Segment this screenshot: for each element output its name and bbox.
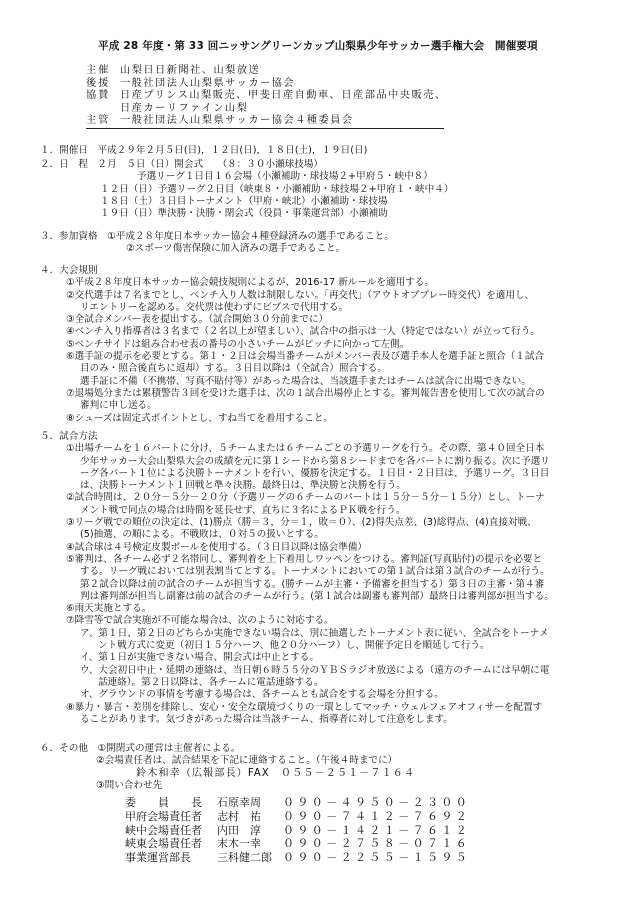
contact-name: 志村 祐: [217, 809, 261, 823]
section-line: ２．日 程 ２月 ５日（日）開会式 （８：３０小瀬球技場）: [40, 159, 324, 170]
section-line: メント戦で同点の場合は時間を延長せず、直ちに３名によるＰＫ戦を行う。: [80, 504, 406, 516]
section-line: ⑧暴力・暴言・差別を排除し、安心・安全な環境づくりの一環としてマッチ・ウェルフェアオフィサーを配置す: [66, 701, 543, 713]
section-dates: [40, 145, 367, 157]
organizer-value: 日産プリンス山梨販売、甲斐日産自動車、日産部品中央販売、: [120, 90, 447, 101]
section-line: 目のみ・照合後直ちに返却）する。３日目以降は（全試合）照合する。: [80, 363, 387, 375]
contact-row: [125, 796, 470, 810]
section-line: １８日（土）３日目トーナメント（甲府・峡北）小瀬補助・球技場: [100, 195, 388, 207]
organizer-key: 主催: [86, 65, 111, 76]
section-line: ント戦方式に変更（初日１５分ハーフ、他２０分ハーフ）し、開催予定日を順延して行う。: [98, 640, 490, 652]
contact-name: 石原幸周: [217, 796, 261, 809]
contact-name: 三科健二郎: [217, 851, 272, 865]
section-line: 予選リーグ１日目１６会場（小瀬補助・球技場２+甲府５・峡中８）: [137, 171, 433, 183]
organizer-value: 山梨日日新聞社、山梨放送: [120, 65, 261, 76]
section-line: ⑥雨天実施とする。: [66, 603, 152, 615]
section-line: ②交代選手は７名までとし、ベンチ入り人数は制限しない。「再交代」（アウトオブプレー時交代）を適用し、: [66, 289, 535, 301]
section-line: １．開催日 平成２９年２月５日(日)，１２日(日)，１８日(土)，１９日(日): [40, 145, 368, 156]
section-line: ４．大会規則: [40, 265, 98, 276]
section-eligibility: [40, 231, 394, 256]
section-line: ⑦退場処分または累積警告３回を受けた選手は、次の１試合出場停止とする。審判報告書を使用して次の試合の: [66, 387, 545, 399]
contact-name: 内田 淳: [217, 823, 261, 837]
section-line: ⑦降雪等で試合実施が不可能な場合は、次のように対応する。: [66, 615, 334, 627]
contact-list: [125, 796, 470, 865]
contact-row: [125, 824, 470, 838]
organizer-row: [86, 78, 546, 91]
contact-row: [125, 810, 470, 824]
section-line: ３．参加資格 ①平成２８年度日本サッカー協会４種登録済みの選手であること。: [40, 231, 394, 242]
section-line: ウ、大会初日中止・延期の連絡は、当日朝６時５５分のＹＢＳラジオ放送による（遠方のチームには早朝に電: [80, 664, 550, 676]
page-title: 平成 28 年度・第 33 回ニッサングリーンカップ山梨県少年サッカー選手権大会 開催要項: [98, 40, 538, 52]
section-line: ③全試合メンバー表を提出する。（試合開始３０分前までに）: [66, 314, 329, 326]
section-line: ⑤審判は、各チーム必ず２名帯同し、審判着を上下着用しワッペンをつける。審判証(写真貼付)の提示を必要と: [66, 553, 543, 565]
contact-row: [125, 837, 470, 851]
organizer-key: 後援: [86, 77, 111, 89]
contact-role: 甲府会場責任者: [125, 809, 202, 823]
section-line: ②試合時間は、２０分－５分－２０分（予選リーグの６チームのパートは１５分－５分－１５分）とし、トーナ: [66, 492, 545, 504]
organizer-value: 一般社団法人山梨県サッカー協会４種委員会: [120, 115, 354, 126]
section-line: ーグ各パート１位による決勝トーナメントを行い、優勝を決定する。１日目・２日目は、予選リーグ。３日目: [80, 467, 550, 479]
contact-phone: ０９０－２７５８－０７１６: [283, 837, 471, 851]
organizer-block: [86, 65, 546, 128]
section-line: ②スポーツ傷害保険に加入済みの選手であること。: [126, 243, 346, 255]
contact-phone: ０９０－２２５５－１５９５: [283, 851, 471, 865]
section-line: (5)抽選、の順による。不戦敗は、０対５の扱いとする。: [80, 529, 324, 541]
organizer-value: 一般社団法人山梨県サッカー協会: [120, 77, 296, 89]
contact-phone: ０９０－７４１２－７６９２: [283, 809, 471, 823]
section-line: ⑧シューズは固定式ポイントとし、すね当てを着用すること。: [66, 412, 333, 424]
section-line: ②会場責任者は、試合結果を下記に連絡すること。（午後４時までに）: [96, 755, 398, 767]
contact-role: 峡中会場責任者: [125, 823, 202, 837]
section-line: ⑤ベンチサイドは組み合わせ表の番号の小さいチームがピッチに向かって左側。: [66, 338, 410, 350]
section-match-method: [40, 431, 554, 726]
contact-role: 峡東会場責任者: [125, 837, 202, 851]
organizer-key: 協賛: [86, 90, 111, 101]
contact-role: 事業運営部長: [125, 851, 191, 865]
fax-line: 鈴木和幸（広報部長）FAX ０５５－２５１－７１６４: [136, 767, 416, 779]
section-other: [40, 743, 415, 792]
section-schedule: [40, 159, 453, 220]
section-line: ④ベンチ入り指導者は３名まで（２名以上が望ましい）、試合中の指示は一人（特定ではない）が立って行う。: [66, 326, 540, 338]
section-line: ることがあります。気づきがあった場合は当該チーム、指導者に対して注意をします。: [80, 713, 453, 725]
organizer-row: [86, 103, 546, 116]
section-line: ①平成２８年度日本サッカー協会競技規則によるが、2016-17 新ルールを適用する。: [66, 277, 434, 289]
section-line: は、決勝トーナメント１回戦と準々決勝。最終日は、準決勝と決勝を行う。: [80, 480, 406, 492]
organizer-row: [86, 90, 546, 103]
organizer-value: 日産カーリファイン山梨: [120, 102, 249, 114]
section-line: ５．試合方法: [40, 431, 98, 442]
contact-row: [125, 851, 470, 865]
organizer-row: [86, 115, 546, 128]
section-line: イ、第１日が実施できない場合、開会式は中止とする。: [80, 652, 319, 664]
section-line: １９日（日）準決勝・決勝・閉会式（役員・事業運営部）小瀬補助: [100, 208, 388, 220]
header-underline: [86, 128, 444, 129]
section-line: １２日（日）予選リーグ２日目（峡東８・小瀬補助・球技場２+甲府１・峡中４）: [100, 183, 454, 195]
section-line: する。リーグ戦においては別表割当てとする。トーナメントにおいての第１試合は第３試合のチームが行う。: [80, 566, 550, 578]
section-line: 少年サッカー大会山梨県大会の成績を元に第１シードから第８シードまでを各パートに割り振る。次に予選リ: [80, 455, 550, 467]
section-line: 話連絡）。第２日以降は、各チームに電話連絡する。: [98, 676, 324, 688]
section-line: ①出場チームを１６パートに分け、５チームまたは６チームごとの予選リーグを行う。その際、第４０回全日本: [66, 443, 545, 455]
section-line: ６．その他 ①開閉式の運営は主催者による。: [40, 743, 241, 754]
section-line: ア、第１日、第２日のどちらか実施できない場合は、別に抽選したトーナメント表に従い、全試合をトーナメ: [80, 627, 549, 639]
organizer-row: [86, 65, 546, 78]
organizer-key: 主管: [86, 115, 111, 126]
contact-phone: ０９０－４９５０－２３００: [283, 796, 471, 809]
organizer-key: [86, 103, 120, 116]
section-line: オ、グラウンドの事情を考慮する場合は、各チームとも試合をする会場を分担する。: [80, 689, 444, 701]
section-line: ⑥選手証の提示を必要とする。第１・２日は会場当番チームがメンバー表及び選手本人を選手証と照合（１試合: [66, 351, 545, 363]
contact-role: 委 員 長: [125, 796, 202, 809]
section-rules: [40, 265, 545, 425]
section-line: 第２試合以降は前の試合のチームが担当する。(勝チームが主審・予備審を担当する）第３日の主審・第４審: [80, 578, 545, 590]
section-line: ③問い合わせ先: [96, 779, 163, 791]
section-line: ④試合球は４号検定皮製ボールを使用する。（３日目以降は協会準備）: [66, 541, 368, 553]
section-line: 審判に申し送る。: [80, 400, 157, 412]
section-line: 判は審判部が担当し副審は前の試合のチームが行う。(第１試合は副審も審判部）最終日は審判部が担当する。: [80, 590, 554, 602]
section-line: ③リーグ戦での順位の決定は、(1)勝点（勝＝３，分＝１，敗＝０）、(2)得失点差、(3)総得点、(4)直接対戦、: [66, 517, 537, 529]
contact-name: 末木一幸: [217, 837, 261, 851]
section-line: 選手証に不備（不携帯、写真不貼付等）があった場合は、当該選手またはチームは試合に出場できない。: [80, 375, 531, 387]
contact-phone: ０９０－１４２１－７６１２: [283, 823, 471, 837]
section-line: リエントリーを認める。交代票は使わずにビブスで代用する。: [80, 301, 349, 313]
